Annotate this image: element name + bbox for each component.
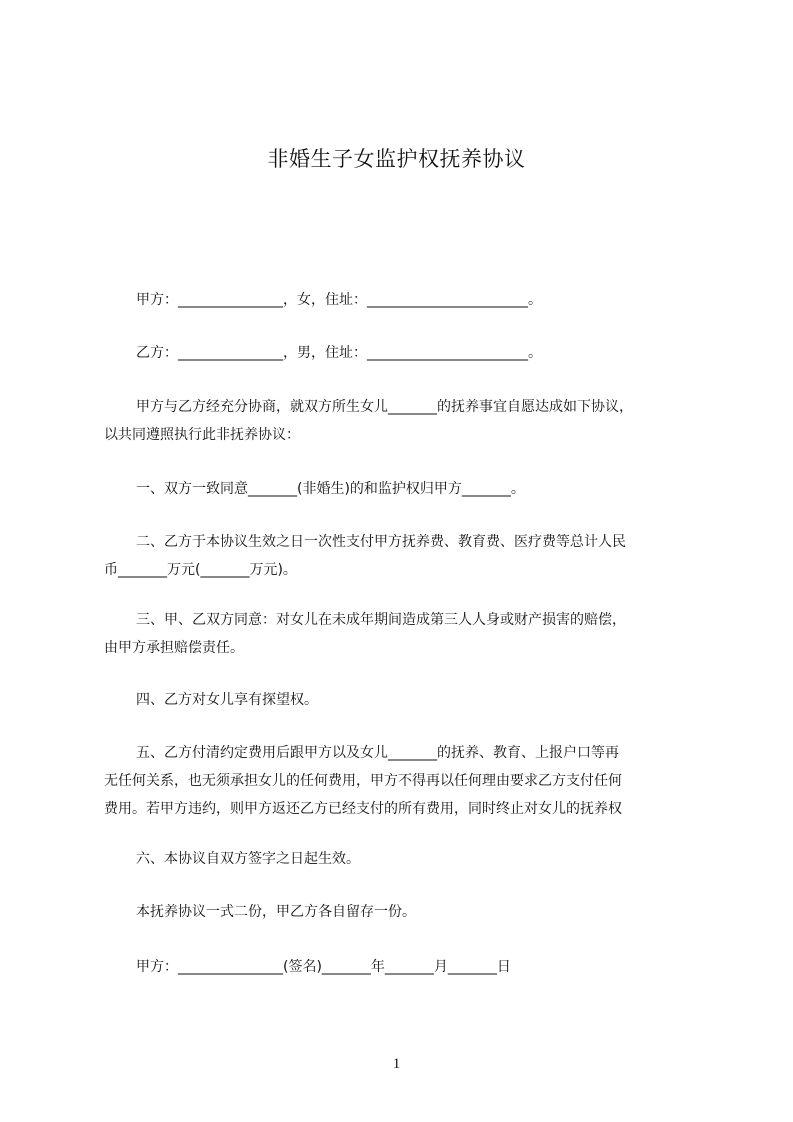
clause-1: 一、双方一致同意_______(非婚生)的和监护权归甲方_______。: [136, 481, 525, 497]
clause-5-line-2: 无任何关系，也无须承担女儿的任何费用，甲方不得再以任何理由要求乙方支付任何: [104, 773, 622, 789]
signature-line: 甲方：_______________(签名)_______年_______月_______日: [136, 959, 511, 975]
clause-5-line-1: 五、乙方付清约定费用后跟甲方以及女儿_______的抚养、教育、上报户口等再: [136, 745, 619, 761]
page-number: 1: [392, 1056, 401, 1072]
clause-2-line-1: 二、乙方于本协议生效之日一次性支付甲方抚养费、教育费、医疗费等总计人民: [136, 534, 626, 550]
clause-6: 六、本协议自双方签字之日起生效。: [136, 851, 360, 867]
party-b-line: 乙方：_______________，男，住址：_______________________。: [136, 345, 542, 361]
clause-4: 四、乙方对女儿享有探望权。: [136, 692, 318, 708]
clause-3-line-1: 三、甲、乙双方同意：对女儿在未成年期间造成第三人人身或财产损害的赔偿，: [136, 612, 626, 628]
party-a-line: 甲方：_______________，女，住址：_______________________。: [136, 292, 542, 308]
document-title: 非婚生子女监护权抚养协议: [267, 147, 526, 171]
intro-line-2: 以共同遵照执行此非抚养协议：: [104, 427, 300, 443]
intro-paragraph: [104, 393, 718, 449]
clause-5-line-3: 费用。若甲方违约，则甲方返还乙方已经支付的所有费用，同时终止对女儿的抚养权: [104, 801, 622, 817]
clause-3-line-2: 由甲方承担赔偿责任。: [104, 640, 244, 656]
clause-5: [104, 739, 718, 823]
intro-line-1: 甲方与乙方经充分协商，就双方所生女儿_______的抚养事宜自愿达成如下协议，: [136, 399, 633, 415]
clause-2-line-2: 币_______万元(_______万元)。: [104, 562, 297, 578]
clause-3: [104, 606, 718, 662]
clause-2: [104, 528, 718, 584]
copies-statement: 本抚养协议一式二份，甲乙方各自留存一份。: [136, 904, 416, 920]
